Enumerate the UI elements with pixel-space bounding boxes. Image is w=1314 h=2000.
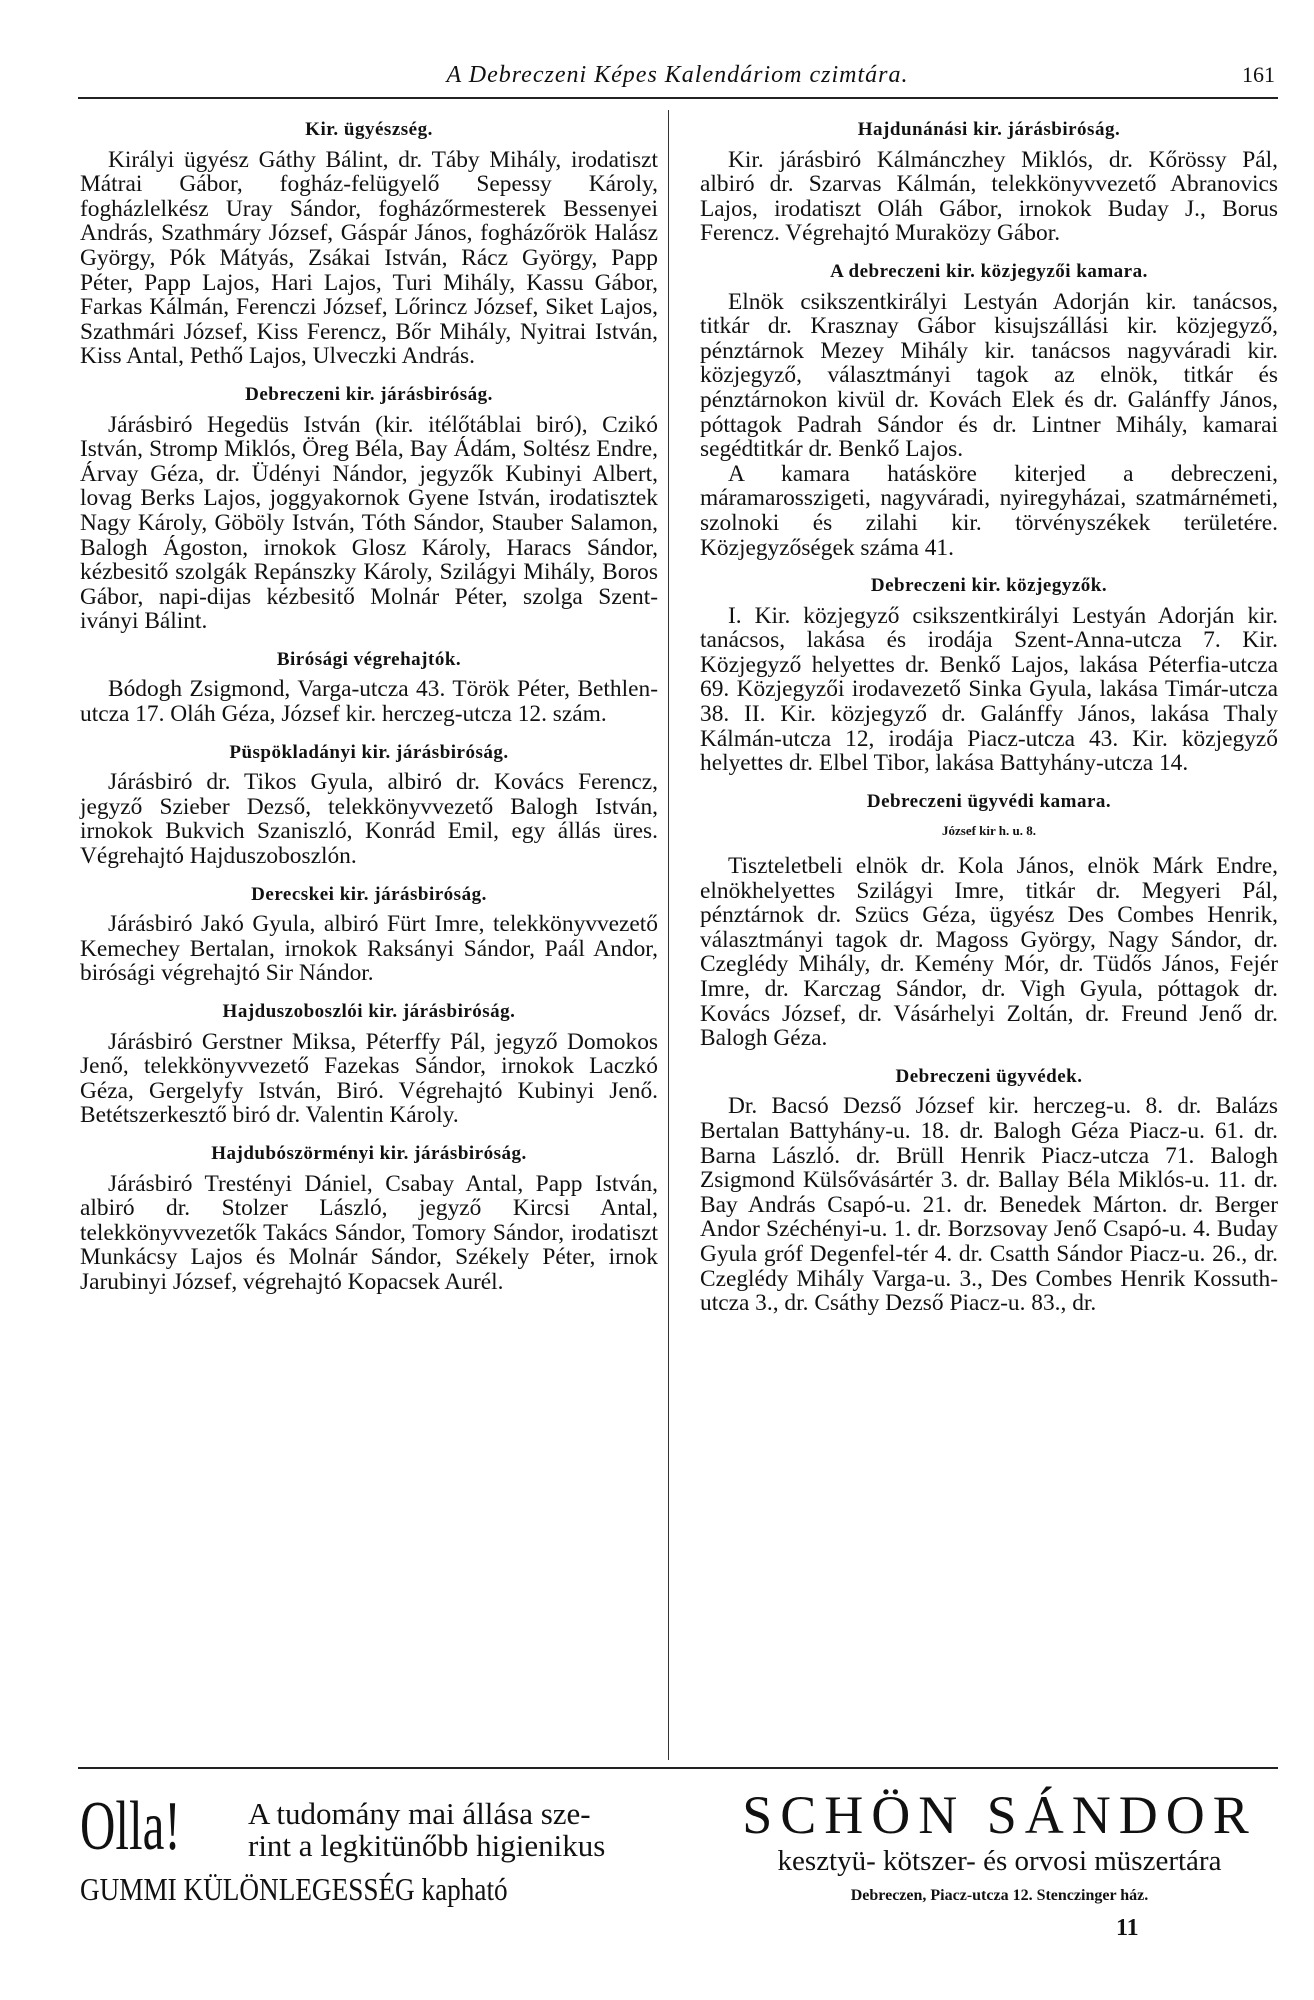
sheet-signature: 11 [1116,1915,1139,1941]
section-heading: A debreczeni kir. közjegyzői kamara. [830,260,1148,282]
section-paragraph: I. Kir. közjegyző csikszentkirályi Lestyán Adorján kir. tanácsos, lakása és irodája Szent-Anna-utcza 7. Kir. Közjegyző helyettes dr. Benkő Lajos, lakása Péterfia-utcza 69. Közjegyzői irodavezető Sinka Gyula, lakása Timár-utcza 38. II. Kir. közjegyző dr. Galánffy János, lakása Thaly Kálmán-utcza 12, irodája Piacz-utcza 43. Kir. közjegyző helyettes dr. Elbel Tibor, lakása Battyhány-utcza 14. [700,602,1278,777]
section-heading: Hajdunánási kir. járásbiróság. [857,119,1121,140]
section-paragraph: Járásbiró Jakó Gyula, albiró Fürt Imre, telekkönyvvezető Kemechey Bertalan, irnokok Raksányi Sándor, Paál Andor, birósági végrehajtó Sir Nándor. [80,911,658,987]
schon-name: SCHÖN SÁNDOR [742,1785,1257,1845]
section-paragraph: Elnök csikszentkirályi Lestyán Adorján kir. tanácsos, titkár dr. Krasznay Gábor kisujszállási kir. közjegyző, pénztárnok Mezey Mihály kir. tanácsos nagyváradi kir. közjegyző, választmányi tagok az elnök, titkár és pénztárnokon kivül dr. Kovách Elek és dr. Galánffy János, póttagok Padrah Sándor és dr. Lintner Mihály, kamarai segédtitkár dr. Benkő Lajos. [700,288,1278,463]
section-paragraph: Járásbiró Trestényi Dániel, Csabay Antal, Papp István, albiró dr. Stolzer László, jegyző Kircsi Antal, telekkönyvvezetők Takács Sándor, Tomory Sándor, irodatiszt Munkácsy Lajos és Molnár Sándor, Székely Péter, irnok Jarubinyi József, végrehajtó Kopacsek Aurél. [80,1170,658,1295]
olla-brand: Olla! [80,1788,181,1865]
running-title: A Debreczeni Képes Kalendáriom czimtára. [446,62,909,88]
right-column [700,118,1278,1316]
section-heading: Debreczeni ügyvédek. [895,1065,1083,1087]
section-paragraph: Bódogh Zsigmond, Varga-utcza 43. Török Péter, Bethlen-utcza 17. Oláh Géza, József kir. herczeg-utcza 12. szám. [80,676,658,728]
column-divider [668,110,669,1760]
section-paragraph: Járásbiró dr. Tikos Gyula, albiró dr. Kovács Ferencz, jegyző Szieber Dezső, telekkönyvvezető Balogh István, irnokok Bukvich Szaniszló, Konrád Emil, egy állás üres. Végrehajtó Hajduszoboszlón. [80,769,658,870]
section-paragraph: A kamara hatásköre kiterjed a debreczeni, máramarosszigeti, nagyváradi, nyiregyházai, szatmárnémeti, szolnoki és zilahi kir. törvényszékek területére. Közjegyzőségek száma 41. [700,460,1278,561]
section-paragraph: Dr. Bacsó Dezső József kir. herczeg-u. 8. dr. Balázs Bertalan Battyhány-u. 18. dr. Balogh Géza Piacz-u. 61. dr. Barna László. dr. Brüll Henrik Piacz-utcza 71. Balogh Zsigmond Külsővásártér 3. dr. Ballay Béla Miklós-u. 11. dr. Bay András Csapó-u. 21. dr. Benedek Márton. dr. Berger Andor Széchényi-u. 1. dr. Borzsovay Jenő Csapó-u. 4. Buday Gyula gróf Degenfel-tér 4. dr. Csatth Sándor Piacz-u. 26., dr. Czeglédy Mihály Varga-u. 3., Des Combes Henrik Kossuth-utcza 3., dr. Csáthy Dezső Piacz-u. 83., dr. [700,1093,1278,1317]
section-heading: Kir. ügyészség. [305,119,433,140]
section-heading: Derecskei kir. járásbiróság. [251,883,487,905]
section-heading: Debreczeni ügyvédi kamara. [866,790,1112,812]
olla-line-3: GUMMI KÜLÖNLEGESSÉG kapható [80,1871,508,1907]
section-subheading: József kir h. u. 8. [941,823,1036,839]
schon-advertisement [722,1785,1277,1905]
olla-line-1: A tudomány mai állása sze- [248,1796,591,1831]
section-paragraph: Tiszteletbeli elnök dr. Kola János, elnök Márk Endre, elnökhelyettes Szilágyi Imre, titkár dr. Megyeri Pál, pénztárnok dr. Szücs Géza, ügyész Des Combes Henrik, választmányi tagok dr. Magoss György, Nagy Sándor, dr. Czeglédy Mihály, dr. Kemény Mór, dr. Tüdős János, Fejér Imre, dr. Karczag Sándor, dr. Vigh Gyula, póttagok dr. Kovács József, dr. Vásárhelyi Zoltán, dr. Freund Jenő dr. Balogh Géza. [700,853,1278,1052]
section-heading: Debreczeni kir. közjegyzők. [870,575,1108,597]
section-heading: Püspökladányi kir. járásbiróság. [229,741,509,763]
section-paragraph: Kir. járásbiró Kálmánczhey Miklós, dr. Kőrössy Pál, albiró dr. Szarvas Kálmán, telekkönyvvezető Abranovics Lajos, irodatiszt Oláh Gábor, irnokok Buday J., Borus Ferencz. Végrehajtó Muraközy Gábor. [700,146,1278,247]
section-paragraph: Járásbiró Hegedüs István (kir. itélőtáblai biró), Czikó István, Stromp Miklós, Öreg Béla, Bay Ádám, Soltész Endre, Árvay Géza, dr. Üdényi Nándor, jegyzők Kubinyi Albert, lovag Berks Lajos, joggyakornok Gyene István, irodatisztek Nagy Károly, Göböly István, Tóth Sándor, Stauber Salamon, Balogh Ágoston, irnokok Glosz Károly, Haracs Sándor, kézbesitő szolgák Repánszky Károly, Szilágyi Mihály, Boros Gábor, napi-dijas kézbesitő Molnár Péter, szolga Szent-iványi Bálint. [80,411,658,635]
page-number: 161 [1242,62,1275,87]
schon-line: kesztyü- kötszer- és orvosi müszertára [777,1845,1222,1877]
ad-rule [78,1767,1278,1769]
left-column [80,118,658,1295]
section-heading: Birósági végrehajtók. [276,648,462,670]
section-heading: Hajduszoboszlói kir. járásbiróság. [222,1001,516,1022]
section-paragraph: Járásbiró Gerstner Miksa, Péterffy Pál, jegyző Domokos Jenő, telekkönyvvezető Fazekas Sándor, irnokok Laczkó Géza, Gergelyfy István, Biró. Végrehajtó Kubinyi Jenő. Betétszerkesztő biró dr. Valentin Károly. [80,1028,658,1129]
section-heading: Debreczeni kir. járásbiróság. [245,383,493,405]
header-rule [78,97,1278,99]
page-header [80,62,1275,92]
schon-address: Debreczen, Piacz-utcza 12. Stenczinger ház. [850,1887,1149,1904]
olla-line-2: rint a legkitünőbb higienikus [248,1828,606,1863]
section-paragraph: Királyi ügyész Gáthy Bálint, dr. Táby Mihály, irodatiszt Mátrai Gábor, fogház-felügyelő Sepessy Károly, fogházlelkész Uray Sándor, fogházőrmesterek Bessenyei András, Szathmáry József, Gáspár János, fogházőrök Halász György, Pók Mátyás, Zsákai István, Rácz György, Papp Péter, Papp Lajos, Hari Lajos, Turi Mihály, Kassu Gábor, Farkas Kálmán, Ferenczi József, Lőrincz József, Siket Lajos, Szathmári József, Kiss Ferencz, Bőr Mihály, Nyitrai István, Kiss Antal, Pethő Lajos, Ulveczki András. [80,146,658,370]
section-heading: Hajdubószörményi kir. járásbiróság. [211,1142,527,1164]
